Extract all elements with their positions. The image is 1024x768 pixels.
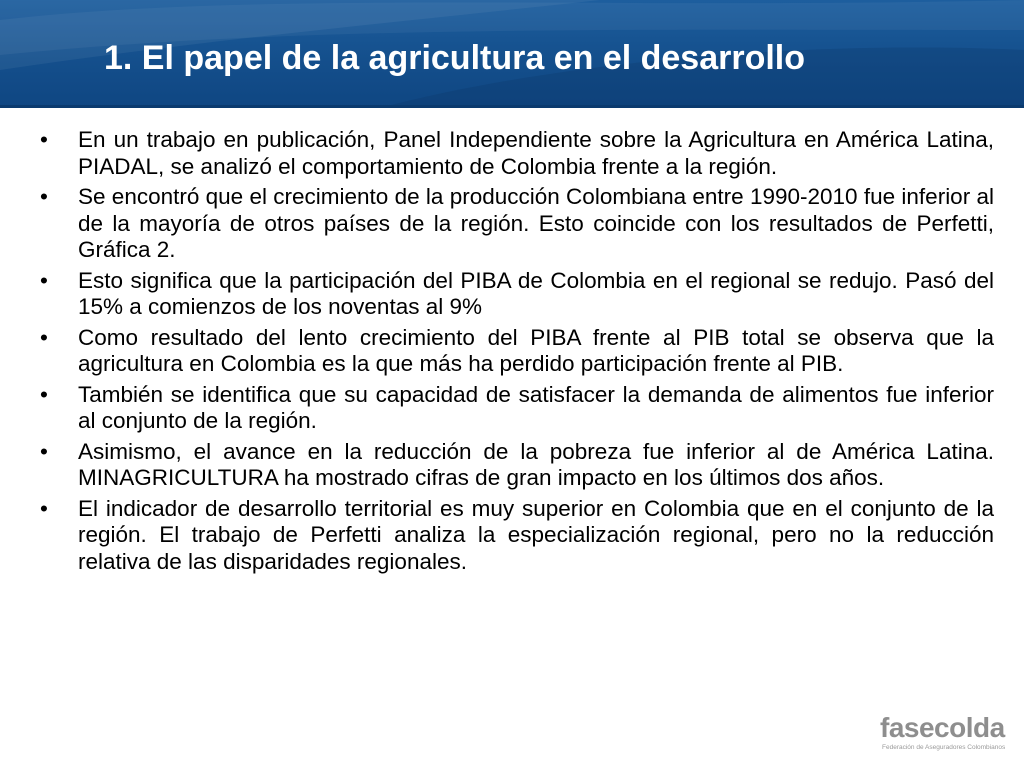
- bullet-icon: •: [40, 438, 48, 464]
- bullet-text: Se encontró que el crecimiento de la producción Colombiana entre 1990-2010 fue inferior al de la mayoría de otros países de la región. Esto coincide con los resultados de Perfetti, Gráfica 2.: [78, 184, 994, 262]
- bullet-text: Como resultado del lento crecimiento del PIBA frente al PIB total se observa que la agricultura en Colombia es la que más ha perdido participación frente al PIB.: [78, 324, 994, 376]
- bullet-icon: •: [40, 184, 48, 209]
- logo-tagline: Federación de Aseguradores Colombianos: [882, 744, 1006, 751]
- slide-body: [40, 127, 994, 579]
- title-banner: [0, 0, 1024, 108]
- bullet-text: El indicador de desarrollo territorial es muy superior en Colombia que en el conjunto de la región. El trabajo de Perfetti analiza la especialización regional, pero no la reducción relativa de las disparidades regionales.: [78, 495, 994, 574]
- bullet-item: [40, 325, 994, 378]
- bullet-icon: •: [40, 381, 48, 407]
- bullet-text: Esto significa que la participación del PIBA de Colombia en el regional se redujo. Pasó del 15% a comienzos de los noventas al 9%: [78, 267, 994, 319]
- fasecolda-logo: [880, 712, 1010, 760]
- banner-divider: [0, 105, 1024, 108]
- bullet-icon: •: [40, 324, 48, 350]
- bullet-item: [40, 127, 994, 180]
- bullet-list: [40, 127, 994, 575]
- bullet-text: Asimismo, el avance en la reducción de la pobreza fue inferior al de América Latina. MINAGRICULTURA ha mostrado cifras de gran impacto en los últimos dos años.: [78, 438, 994, 490]
- bullet-icon: •: [40, 267, 48, 293]
- bullet-text: También se identifica que su capacidad de satisfacer la demanda de alimentos fue inferior al conjunto de la región.: [78, 381, 994, 433]
- bullet-text: En un trabajo en publicación, Panel Independiente sobre la Agricultura en América Latina, PIADAL, se analizó el comportamiento de Colombia frente a la región.: [78, 127, 994, 179]
- bullet-item: [40, 439, 994, 492]
- slide-title: 1. El papel de la agricultura en el desarrollo: [104, 39, 806, 77]
- bullet-item: [40, 184, 994, 264]
- bullet-item: [40, 496, 994, 576]
- logo-wordmark: fasecolda: [880, 712, 1005, 743]
- bullet-item: [40, 268, 994, 321]
- bullet-icon: •: [40, 127, 48, 152]
- bullet-item: [40, 382, 994, 435]
- bullet-icon: •: [40, 495, 48, 521]
